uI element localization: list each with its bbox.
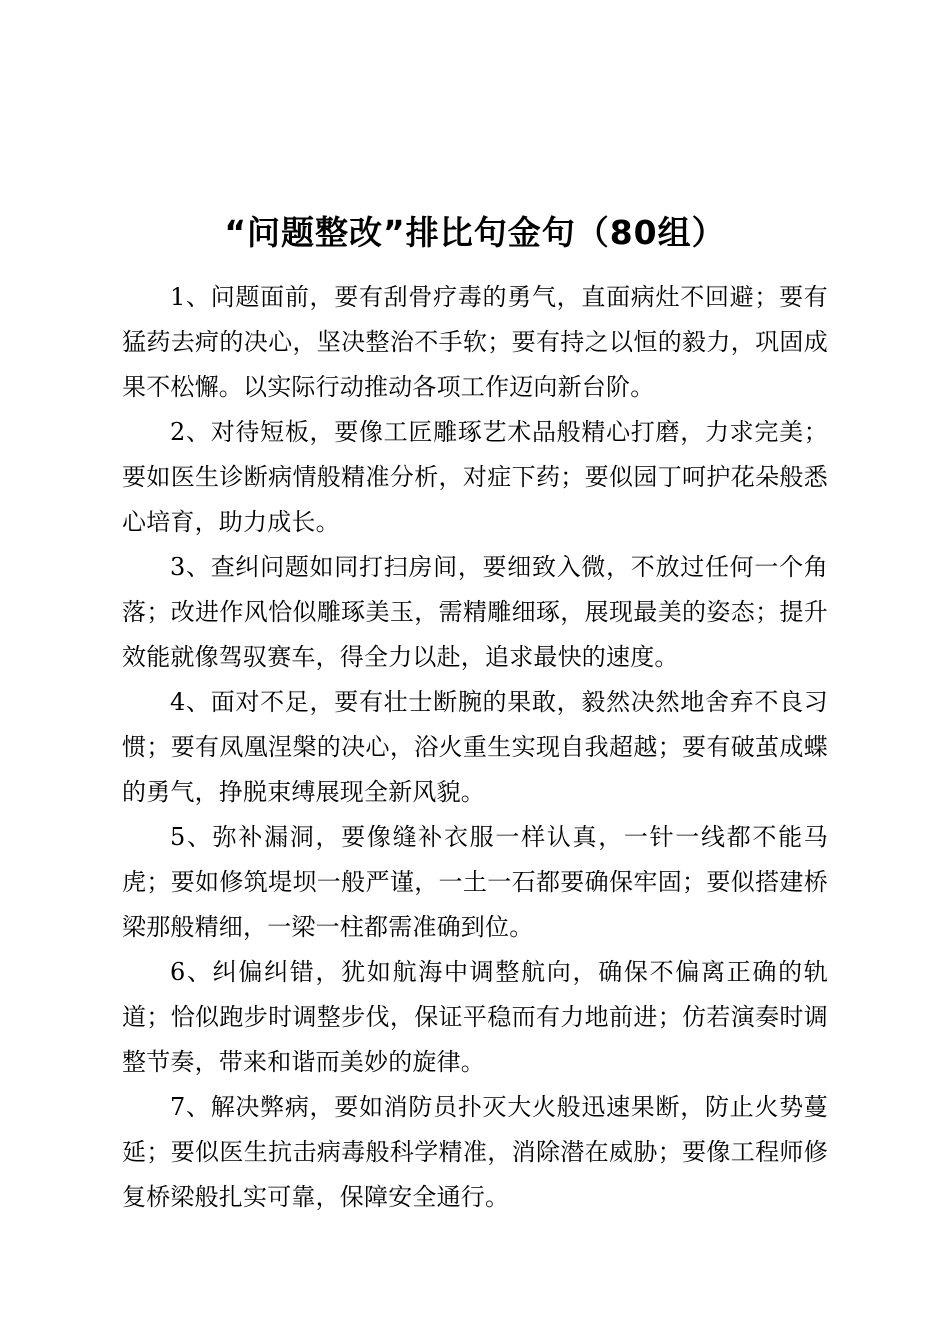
paragraph-4: 4、面对不足，要有壮士断腕的果敢，毅然决然地舍弃不良习惯；要有凤凰涅槃的决心，浴火重生实现自我超越；要有破茧成蝶的勇气，挣脱束缚展现全新风貌。 (122, 688, 828, 806)
paragraph-3: 3、查纠问题如同打扫房间，要细致入微，不放过任何一个角落；改进作风恰似雕琢美玉，需精雕细琢，展现最美的姿态；提升效能就像驾驭赛车，得全力以赴，追求最快的速度。 (122, 553, 828, 671)
paragraph-6: 6、纠偏纠错，犹如航海中调整航向，确保不偏离正确的轨道；恰似跑步时调整步伐，保证平稳而有力地前进；仿若演奏时调整节奏，带来和谐而美妙的旋律。 (122, 958, 828, 1076)
paragraph-1: 1、问题面前，要有刮骨疗毒的勇气，直面病灶不回避；要有猛药去疴的决心，坚决整治不手软；要有持之以恒的毅力，巩固成果不松懈。以实际行动推动各项工作迈向新台阶。 (122, 283, 828, 401)
paragraph-7: 7、解决弊病，要如消防员扑灭大火般迅速果断，防止火势蔓延；要似医生抗击病毒般科学精准，消除潜在威胁；要像工程师修复桥梁般扎实可靠，保障安全通行。 (122, 1093, 828, 1211)
paragraph-5: 5、弥补漏洞，要像缝补衣服一样认真，一针一线都不能马虎；要如修筑堤坝一般严谨，一土一石都要确保牢固；要似搭建桥梁那般精细，一梁一柱都需准确到位。 (122, 823, 828, 941)
document-title: “问题整改”排比句金句（80组） (224, 213, 726, 252)
paragraph-2: 2、对待短板，要像工匠雕琢艺术品般精心打磨，力求完美；要如医生诊断病情般精准分析，对症下药；要似园丁呵护花朵般悉心培育，助力成长。 (122, 418, 828, 536)
document-body (122, 275, 828, 1220)
